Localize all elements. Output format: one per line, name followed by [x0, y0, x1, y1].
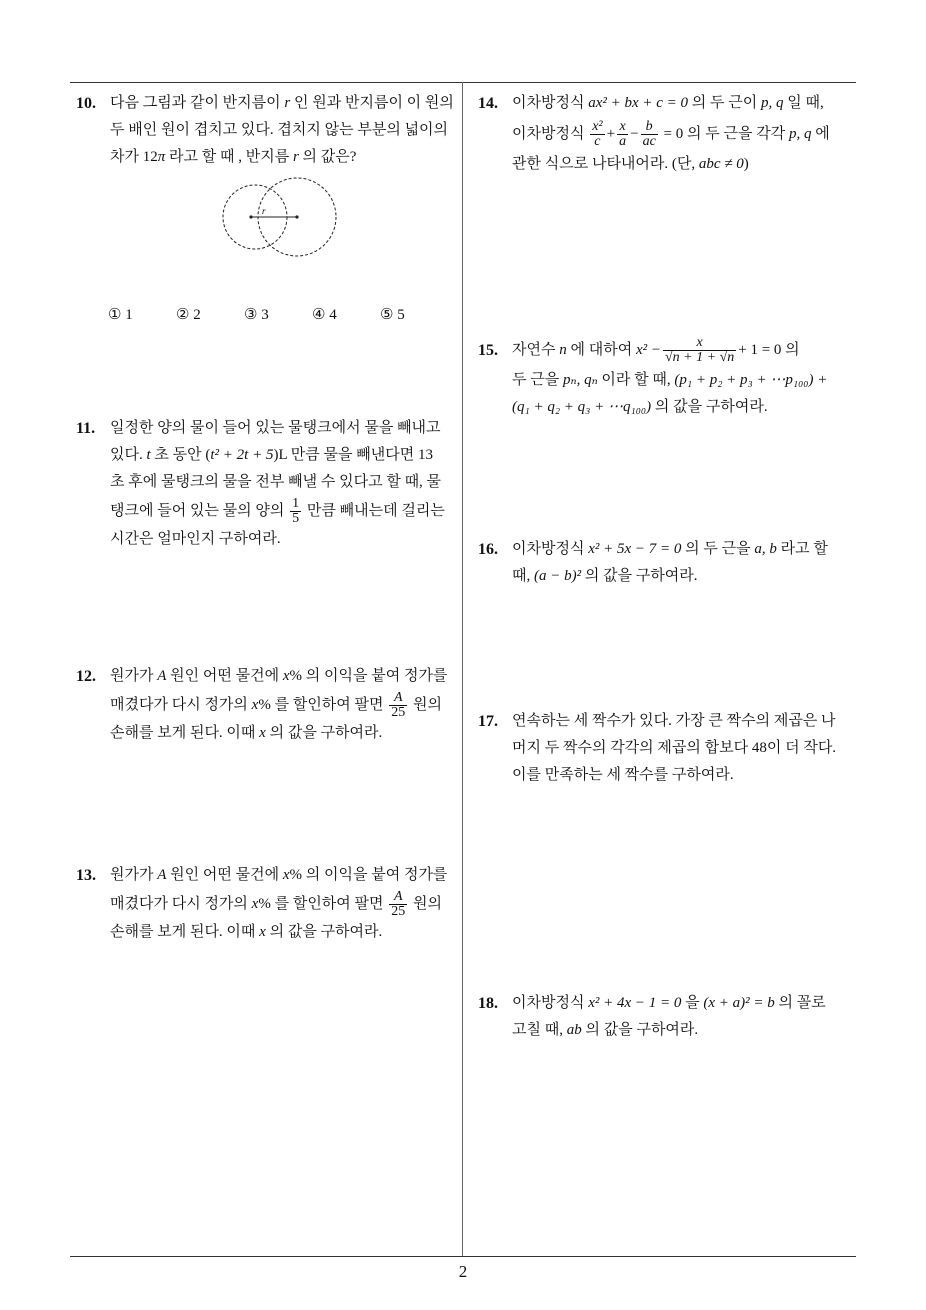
- problem-number: 15.: [478, 342, 498, 359]
- problem-text: 이차방정식 x² + 5x − 7 = 0 의 두 근을 a, b 라고 할 때, (a − b)² 의 값을 구하여라.: [512, 541, 828, 584]
- problem-10: [76, 90, 460, 171]
- problem-16: [478, 536, 860, 590]
- choice-2[interactable]: ② 2: [176, 307, 201, 323]
- answer-choices: [108, 305, 448, 324]
- fraction: $\frac{x}{a}$: [619, 119, 627, 150]
- problem-number: 16.: [478, 541, 498, 558]
- problem-number: 11.: [76, 420, 96, 437]
- problem-text: 원가가 A 원인 어떤 물건에 x% 의 이익을 붙여 정가를 매겼다가 다시 정가의 x% 를 할인하여 팔면 $\frac{A}{25}$ 원의 손해를 보게 된다. 이때 x 의 값을 구하여라.: [110, 668, 448, 741]
- problem-18: [478, 990, 860, 1044]
- problem-number: 13.: [76, 867, 96, 884]
- problem-text: 자연수 n 에 대하여 x² − $\frac{x}{√n + 1 + √n}$ + 1 = 0 의 두 근을 pₙ, qₙ 이라 할 때, (p₁ + p₂ + p₃ + ⋯p₁₀₀) + (q₁ + q₂ + q₃ + ⋯q₁₀₀) 의 값을 구하여라.: [512, 335, 828, 415]
- problem-text: 이차방정식 ax² + bx + c = 0 의 두 근이 p, q 일 때, 이차방정식 $\frac{\text{x²}}{c}$ + $\frac{x}{a}$ − $\frac{b}{ac}$ = 0 의 두 근을 각각 p, q 에 관한 식으로 나타내어라. (단, abc ≠ 0): [512, 95, 830, 172]
- bottom-rule: [70, 1256, 856, 1257]
- fraction: $\frac{A}{25}$: [391, 889, 406, 920]
- problem-number: 12.: [76, 668, 96, 685]
- overlapping-circles-figure: [218, 176, 342, 260]
- problem-text: 다음 그림과 같이 반지름이 r 인 원과 반지름이 이 원의 두 배인 원이 겹치고 있다. 겹치지 않는 부분의 넓이의 차가 12π 라고 할 때 , 반지름 r 의 값은?: [110, 95, 454, 165]
- problem-11: [76, 415, 460, 553]
- problem-14: [478, 90, 860, 178]
- fraction: $\frac{1}{5}$: [292, 496, 300, 527]
- fraction: $\frac{\text{x²}}{c}$: [592, 119, 603, 150]
- problem-number: 14.: [478, 95, 498, 112]
- fraction: $\frac{b}{ac}$: [642, 119, 656, 150]
- radius-label: r: [262, 206, 266, 216]
- problem-number: 17.: [478, 713, 498, 730]
- problem-17: [478, 708, 860, 789]
- fraction: $\frac{x}{√n + 1 + √n}$: [664, 335, 735, 366]
- choice-3[interactable]: ③ 3: [244, 307, 269, 323]
- problem-text: 연속하는 세 짝수가 있다. 가장 큰 짝수의 제곱은 나 머지 두 짝수의 각각의 제곱의 합보다 48이 더 작다. 이를 만족하는 세 짝수를 구하여라.: [512, 713, 837, 783]
- problem-number: 18.: [478, 995, 498, 1012]
- problem-13: [76, 862, 460, 946]
- choice-5[interactable]: ⑤ 5: [380, 307, 405, 323]
- problem-text: 일정한 양의 물이 들어 있는 물탱크에서 물을 빼내고 있다. t 초 동안 (t² + 2t + 5)L 만큼 물을 빼낸다면 13 초 후에 물탱크의 물을 전부 빼낼 수 있다고 할 때, 물 탱크에 들어 있는 물의 양의 $\frac{1}{5}$ 만큼 빼내는데 걸리는 시간은 얼마인지 구하여라.: [110, 420, 445, 547]
- problem-12: [76, 663, 460, 747]
- choice-4[interactable]: ④ 4: [312, 307, 337, 323]
- problem-15: [478, 333, 860, 421]
- problem-number: 10.: [76, 95, 96, 112]
- top-rule: [70, 82, 856, 83]
- column-divider: [462, 82, 463, 1257]
- fraction: $\frac{A}{25}$: [391, 690, 406, 721]
- page-number: 2: [458, 1262, 468, 1281]
- problem-text: 원가가 A 원인 어떤 물건에 x% 의 이익을 붙여 정가를 매겼다가 다시 정가의 x% 를 할인하여 팔면 $\frac{A}{25}$ 원의 손해를 보게 된다. 이때 x 의 값을 구하여라.: [110, 867, 448, 940]
- choice-1[interactable]: ① 1: [108, 307, 133, 323]
- problem-text: 이차방정식 x² + 4x − 1 = 0 을 (x + a)² = b 의 꼴로 고칠 때, ab 의 값을 구하여라.: [512, 995, 826, 1038]
